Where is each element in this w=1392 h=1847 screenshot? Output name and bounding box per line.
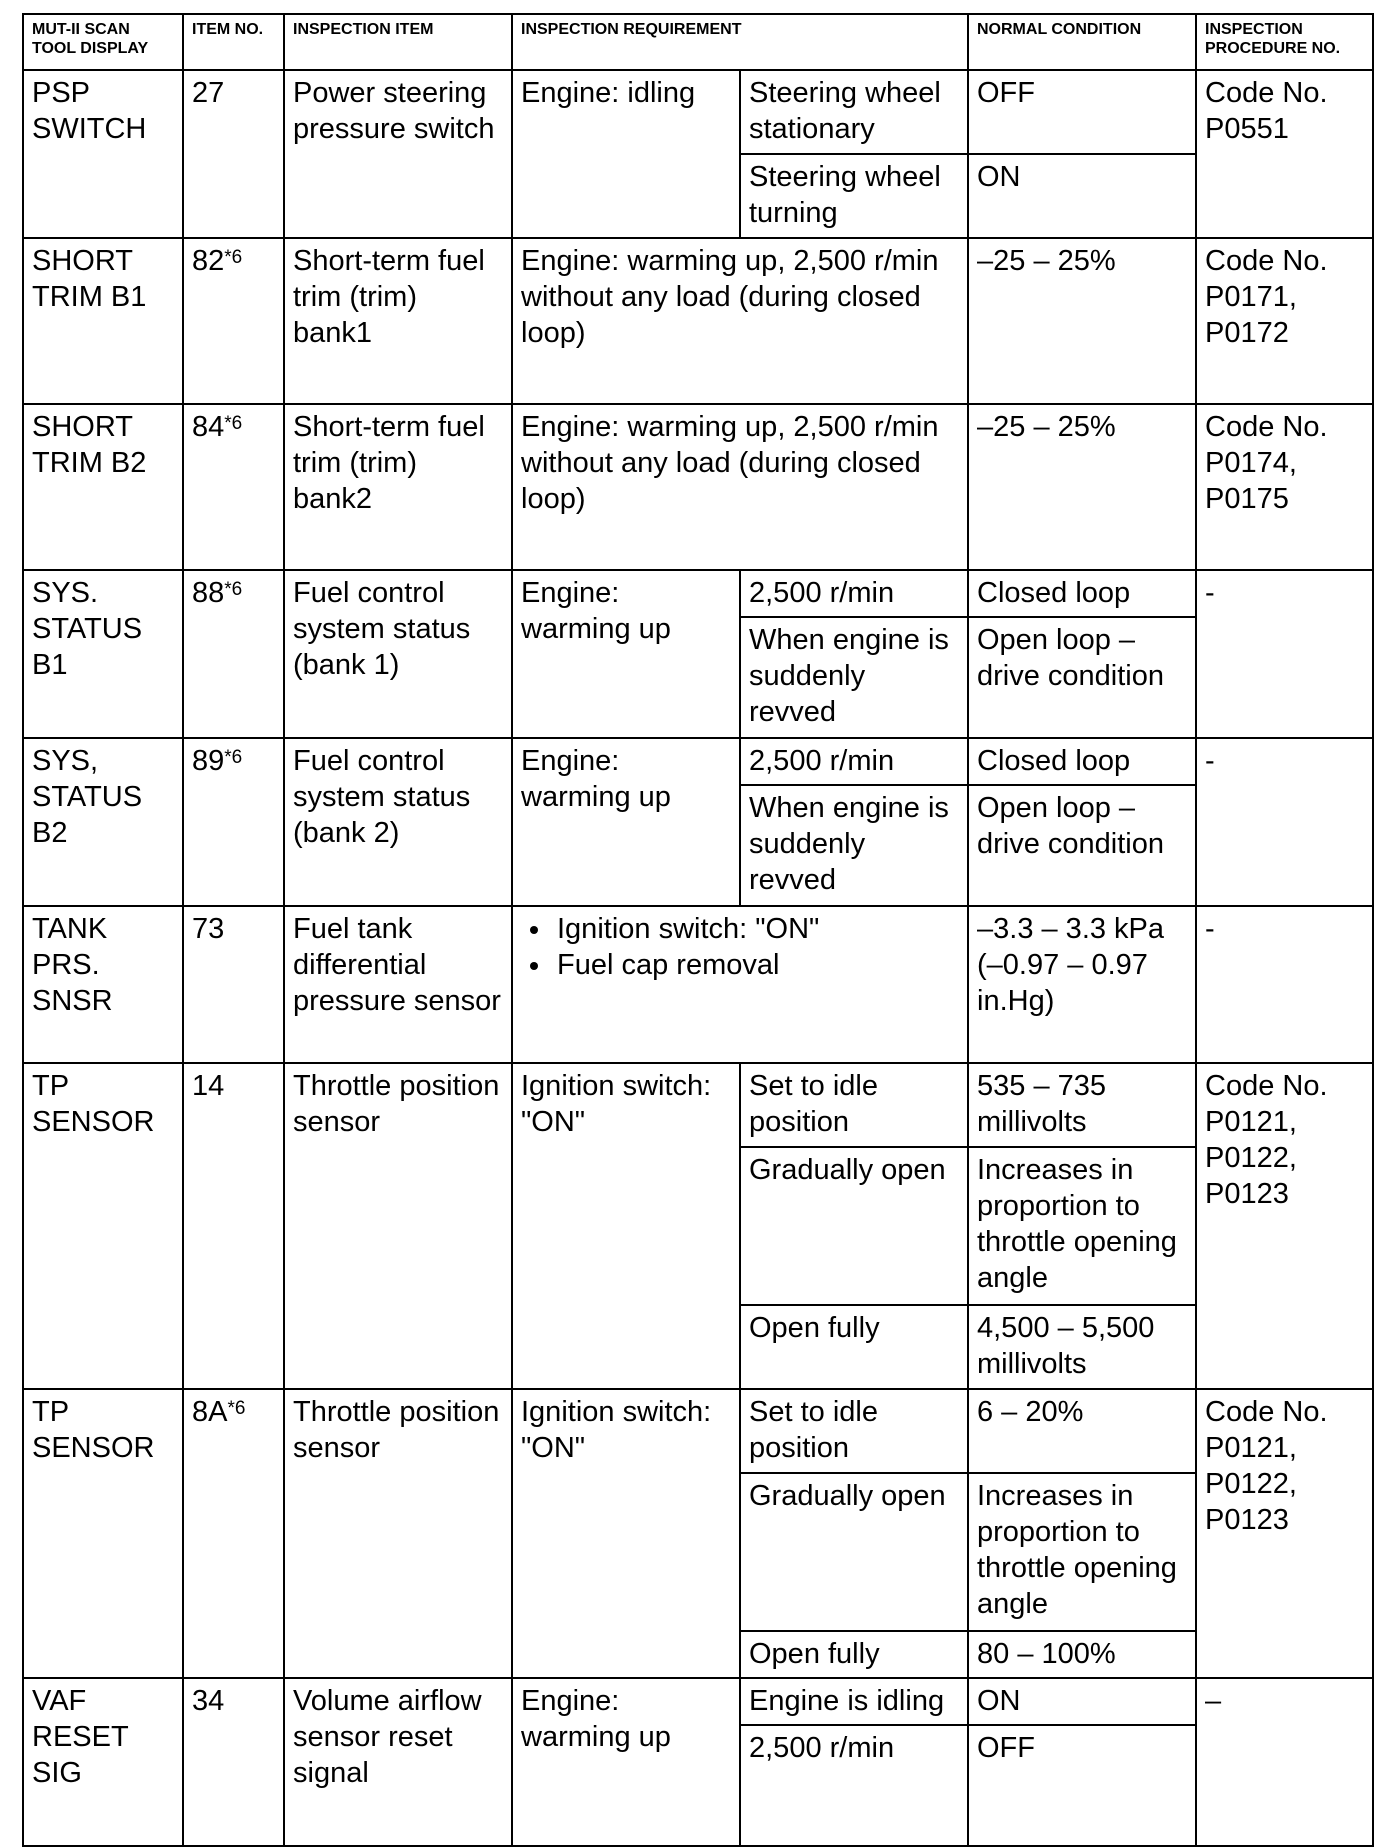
display-cell: TP SENSOR xyxy=(23,1063,183,1389)
inspection-item-cell: Power steering pressure switch xyxy=(284,70,512,238)
requirement-cell: Engine: warming up xyxy=(512,1678,740,1846)
sub-requirement-cell: 2,500 r/min xyxy=(740,1725,968,1846)
normal-condition-cell: Closed loop xyxy=(968,738,1196,785)
item-no-value: 84 xyxy=(192,411,225,443)
normal-condition-cell: ON xyxy=(968,154,1196,238)
normal-condition-cell: 6 – 20% xyxy=(968,1389,1196,1473)
procedure-cell: - xyxy=(1196,906,1373,1063)
normal-condition-cell: ON xyxy=(968,1678,1196,1725)
item-no-cell xyxy=(183,238,284,404)
display-cell: TANK PRS. SNSR xyxy=(23,906,183,1063)
item-no-cell: 14 xyxy=(183,1063,284,1389)
table-row-sys-status-b1 xyxy=(23,570,1373,617)
requirement-bullet-list xyxy=(521,911,959,983)
footnote-marker: *6 xyxy=(224,413,243,434)
display-cell: VAF RESET SIG xyxy=(23,1678,183,1846)
item-no-value: 88 xyxy=(192,577,225,609)
footnote-marker: *6 xyxy=(224,579,243,600)
procedure-cell: - xyxy=(1196,570,1373,738)
inspection-item-cell: Short-term fuel trim (trim) bank1 xyxy=(284,238,512,404)
procedure-cell: – xyxy=(1196,1678,1373,1846)
procedure-cell: - xyxy=(1196,738,1373,906)
sub-requirement-cell: Steering wheel turning xyxy=(740,154,968,238)
inspection-table xyxy=(22,13,1374,1847)
header-inspection-item: INSPECTION ITEM xyxy=(284,14,512,70)
normal-condition-cell: 4,500 – 5,500 millivolts xyxy=(968,1305,1196,1389)
normal-condition-cell: OFF xyxy=(968,70,1196,154)
list-item: • Ignition switch: "ON" xyxy=(553,911,959,947)
item-no-cell xyxy=(183,570,284,738)
sub-requirement-cell: Engine is idling xyxy=(740,1678,968,1725)
item-no-value: 8A xyxy=(192,1396,228,1428)
table-row-short-trim-b2 xyxy=(23,404,1373,570)
footnote-marker: *6 xyxy=(227,1398,246,1419)
procedure-cell: Code No. P0121, P0122, P0123 xyxy=(1196,1389,1373,1678)
item-no-value: 89 xyxy=(192,745,225,777)
inspection-item-cell: Throttle position sensor xyxy=(284,1063,512,1389)
procedure-cell: Code No. P0171, P0172 xyxy=(1196,238,1373,404)
display-cell: SYS, STATUS B2 xyxy=(23,738,183,906)
header-inspection-requirement: INSPECTION REQUIREMENT xyxy=(512,14,968,70)
sub-requirement-cell: Set to idle position xyxy=(740,1063,968,1147)
table-row-short-trim-b1 xyxy=(23,238,1373,404)
list-item: • Fuel cap removal xyxy=(553,947,959,983)
normal-condition-cell: Increases in proportion to throttle opening angle xyxy=(968,1473,1196,1631)
sub-requirement-cell: When engine is suddenly revved xyxy=(740,617,968,738)
inspection-item-cell: Fuel tank differential pressure sensor xyxy=(284,906,512,1063)
table-row-tank-prs-snsr xyxy=(23,906,1373,1063)
sub-requirement-cell: Open fully xyxy=(740,1305,968,1389)
footnote-marker: *6 xyxy=(224,747,243,768)
inspection-item-cell: Fuel control system status (bank 2) xyxy=(284,738,512,906)
procedure-cell: Code No. P0174, P0175 xyxy=(1196,404,1373,570)
requirement-cell: Ignition switch: "ON" xyxy=(512,1063,740,1389)
normal-condition-cell: OFF xyxy=(968,1725,1196,1846)
header-display: MUT-II SCAN TOOL DISPLAY xyxy=(23,14,183,70)
normal-condition-cell: Open loop – drive condition xyxy=(968,785,1196,906)
header-normal-condition: NORMAL CONDITION xyxy=(968,14,1196,70)
table-row-tp-sensor-14 xyxy=(23,1063,1373,1147)
sub-requirement-cell: Set to idle position xyxy=(740,1389,968,1473)
sub-requirement-cell: Gradually open xyxy=(740,1147,968,1305)
requirement-cell: Engine: warming up, 2,500 r/min without any load (during closed loop) xyxy=(512,404,968,570)
sub-requirement-cell: 2,500 r/min xyxy=(740,570,968,617)
normal-condition-cell: 535 – 735 millivolts xyxy=(968,1063,1196,1147)
sub-requirement-cell: When engine is suddenly revved xyxy=(740,785,968,906)
display-cell: SYS. STATUS B1 xyxy=(23,570,183,738)
header-item-no: ITEM NO. xyxy=(183,14,284,70)
inspection-item-cell: Throttle position sensor xyxy=(284,1389,512,1678)
sub-requirement-cell: Open fully xyxy=(740,1631,968,1678)
requirement-cell: Engine: warming up, 2,500 r/min without any load (during closed loop) xyxy=(512,238,968,404)
header-procedure-no: INSPECTION PROCEDURE NO. xyxy=(1196,14,1373,70)
footnote-marker: *6 xyxy=(224,247,243,268)
normal-condition-cell: 80 – 100% xyxy=(968,1631,1196,1678)
sub-requirement-cell: 2,500 r/min xyxy=(740,738,968,785)
normal-condition-cell: Increases in proportion to throttle opening angle xyxy=(968,1147,1196,1305)
requirement-cell xyxy=(512,906,968,1063)
item-no-value: 82 xyxy=(192,245,225,277)
sub-requirement-cell: Steering wheel stationary xyxy=(740,70,968,154)
inspection-item-cell: Short-term fuel trim (trim) bank2 xyxy=(284,404,512,570)
table-row-vaf-reset-sig xyxy=(23,1678,1373,1725)
display-cell: SHORT TRIM B1 xyxy=(23,238,183,404)
item-no-cell xyxy=(183,404,284,570)
requirement-cell: Ignition switch: "ON" xyxy=(512,1389,740,1678)
table-row-psp-switch xyxy=(23,70,1373,154)
item-no-cell: 34 xyxy=(183,1678,284,1846)
procedure-cell: Code No. P0121, P0122, P0123 xyxy=(1196,1063,1373,1389)
normal-condition-cell: Open loop – drive condition xyxy=(968,617,1196,738)
header-row xyxy=(23,14,1373,70)
table-row-sys-status-b2 xyxy=(23,738,1373,785)
requirement-cell: Engine: idling xyxy=(512,70,740,238)
normal-condition-cell: Closed loop xyxy=(968,570,1196,617)
procedure-cell: Code No. P0551 xyxy=(1196,70,1373,238)
item-no-cell: 27 xyxy=(183,70,284,238)
display-cell: SHORT TRIM B2 xyxy=(23,404,183,570)
inspection-item-cell: Fuel control system status (bank 1) xyxy=(284,570,512,738)
requirement-cell: Engine: warming up xyxy=(512,570,740,738)
display-cell: PSP SWITCH xyxy=(23,70,183,238)
inspection-item-cell: Volume airflow sensor reset signal xyxy=(284,1678,512,1846)
display-cell: TP SENSOR xyxy=(23,1389,183,1678)
sub-requirement-cell: Gradually open xyxy=(740,1473,968,1631)
item-no-cell xyxy=(183,738,284,906)
requirement-cell: Engine: warming up xyxy=(512,738,740,906)
item-no-cell xyxy=(183,1389,284,1678)
item-no-cell: 73 xyxy=(183,906,284,1063)
normal-condition-cell: –25 – 25% xyxy=(968,404,1196,570)
table-row-tp-sensor-8a xyxy=(23,1389,1373,1473)
normal-condition-cell: –3.3 – 3.3 kPa (–0.97 – 0.97 in.Hg) xyxy=(968,906,1196,1063)
normal-condition-cell: –25 – 25% xyxy=(968,238,1196,404)
